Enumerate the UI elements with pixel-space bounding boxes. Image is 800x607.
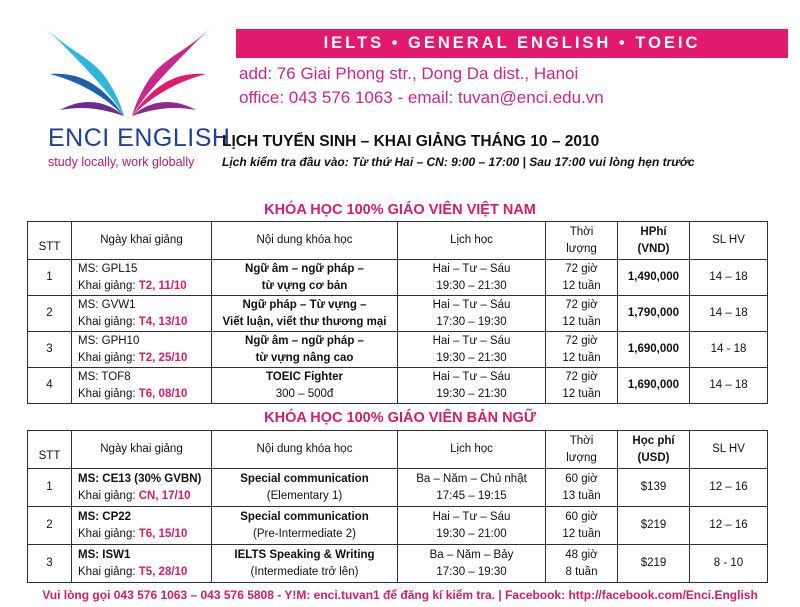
row-fee: 1,790,000 [618, 296, 690, 332]
row-start: MS: TOF8 Khai giảng: T6, 08/10 [72, 368, 212, 404]
contact-address: add: 76 Giai Phong str., Dong Da dist., Hanoi [239, 64, 579, 83]
row-start: MS: GPL15 Khai giảng: T2, 11/10 [72, 260, 212, 296]
row-content: Ngữ âm – ngữ pháp – từ vựng nâng cao [212, 332, 398, 368]
footer-contact-line: Vui lòng gọi 043 576 1063 – 043 576 5808 - Y!M: enci.tuvan1 để đăng kí kiểm tra. | Facebook: http://facebook.com/Enci.English [42, 588, 758, 602]
header-schedule: Lịch học [398, 222, 546, 260]
table-row [28, 469, 768, 507]
row-stt: 4 [28, 368, 72, 404]
row-class-size: 14 - 18 [690, 332, 768, 368]
brand-tagline: study locally, work globally [48, 155, 195, 169]
row-start: MS: GVW1 Khai giảng: T4, 13/10 [72, 296, 212, 332]
section-title-vietnamese-teachers: KHÓA HỌC 100% GIÁO VIÊN VIỆT NAM [264, 202, 536, 218]
row-content: TOEIC Fighter 300 – 500đ [212, 368, 398, 404]
page-title: LỊCH TUYỂN SINH – KHAI GIẢNG THÁNG 10 – 2010 [222, 133, 600, 150]
course-table-vietnamese [27, 221, 768, 404]
table-row [28, 545, 768, 583]
row-stt: 1 [28, 260, 72, 296]
header-class-size: SL HV [690, 431, 768, 469]
row-schedule: Hai – Tư – Sáu 19:30 – 21:00 [398, 507, 546, 545]
row-start: MS: CE13 (30% GVBN) Khai giảng: CN, 17/10 [72, 469, 212, 507]
row-stt: 3 [28, 332, 72, 368]
row-class-size: 12 – 16 [690, 507, 768, 545]
section-title-native-teachers: KHÓA HỌC 100% GIÁO VIÊN BẢN NGỮ [264, 410, 536, 426]
enci-logo [40, 22, 231, 172]
table-row [28, 260, 768, 296]
row-duration: 72 giờ 12 tuần [546, 368, 618, 404]
header-date: Ngày khai giảng [72, 222, 212, 260]
course-banner: IELTS • GENERAL ENGLISH • TOEIC [236, 29, 788, 58]
row-class-size: 8 - 10 [690, 545, 768, 583]
row-content: Special communication (Pre-Intermediate 2) [212, 507, 398, 545]
row-content: IELTS Speaking & Writing (Intermediate trở lên) [212, 545, 398, 583]
header-stt: STT [28, 431, 72, 469]
book-wings-logo-icon [40, 22, 218, 122]
row-stt: 3 [28, 545, 72, 583]
row-duration: 60 giờ 12 tuần [546, 507, 618, 545]
header-duration: Thời lượng [546, 222, 618, 260]
row-fee: $219 [618, 545, 690, 583]
row-duration: 60 giờ 13 tuần [546, 469, 618, 507]
brand-name: ENCI ENGLISH [48, 124, 231, 152]
row-duration: 48 giờ 8 tuần [546, 545, 618, 583]
header-stt: STT [28, 222, 72, 260]
row-fee: 1,490,000 [618, 260, 690, 296]
row-start: MS: ISW1 Khai giảng: T5, 28/10 [72, 545, 212, 583]
row-schedule: Hai – Tư – Sáu 19:30 – 21:30 [398, 368, 546, 404]
page-subtitle: Lịch kiểm tra đầu vào: Từ thứ Hai – CN: 9:00 – 17:00 | Sau 17:00 vui lòng hẹn trước [222, 155, 695, 169]
row-start: MS: CP22 Khai giảng: T6, 15/10 [72, 507, 212, 545]
row-fee: $219 [618, 507, 690, 545]
header-content: Nội dung khóa học [212, 431, 398, 469]
header-duration: Thời lượng [546, 431, 618, 469]
header-content: Nội dung khóa học [212, 222, 398, 260]
table-row [28, 296, 768, 332]
row-stt: 2 [28, 507, 72, 545]
row-schedule: Hai – Tư – Sáu 17:30 – 19:30 [398, 296, 546, 332]
row-schedule: Ba – Năm – Chủ nhật 17:45 – 19:15 [398, 469, 546, 507]
table-header-row [28, 222, 768, 260]
row-class-size: 14 – 18 [690, 296, 768, 332]
row-start: MS: GPH10 Khai giảng: T2, 25/10 [72, 332, 212, 368]
row-class-size: 14 – 18 [690, 260, 768, 296]
row-duration: 72 giờ 12 tuần [546, 296, 618, 332]
header-schedule: Lịch học [398, 431, 546, 469]
course-table-native [27, 430, 768, 583]
header-fee: Học phí (USD) [618, 431, 690, 469]
header-fee: HPhí (VND) [618, 222, 690, 260]
row-fee: $139 [618, 469, 690, 507]
row-content: Ngữ pháp – Từ vựng – Viết luận, viết thư thương mại [212, 296, 398, 332]
row-duration: 72 giờ 12 tuần [546, 260, 618, 296]
table-row [28, 332, 768, 368]
header-date: Ngày khai giảng [72, 431, 212, 469]
row-content: Special communication (Elementary 1) [212, 469, 398, 507]
header-class-size: SL HV [690, 222, 768, 260]
row-duration: 72 giờ 12 tuần [546, 332, 618, 368]
contact-office: office: 043 576 1063 - email: tuvan@enci.edu.vn [239, 88, 604, 107]
table-row [28, 368, 768, 404]
row-fee: 1,690,000 [618, 368, 690, 404]
table-row [28, 507, 768, 545]
row-stt: 1 [28, 469, 72, 507]
row-class-size: 12 – 16 [690, 469, 768, 507]
row-content: Ngữ âm – ngữ pháp – từ vựng cơ bản [212, 260, 398, 296]
row-class-size: 14 – 18 [690, 368, 768, 404]
row-stt: 2 [28, 296, 72, 332]
row-schedule: Hai – Tư – Sáu 19:30 – 21:30 [398, 260, 546, 296]
row-fee: 1,690,000 [618, 332, 690, 368]
table-header-row [28, 431, 768, 469]
row-schedule: Ba – Năm – Bảy 17:30 – 19:30 [398, 545, 546, 583]
row-schedule: Hai – Tư – Sáu 19:30 – 21:30 [398, 332, 546, 368]
